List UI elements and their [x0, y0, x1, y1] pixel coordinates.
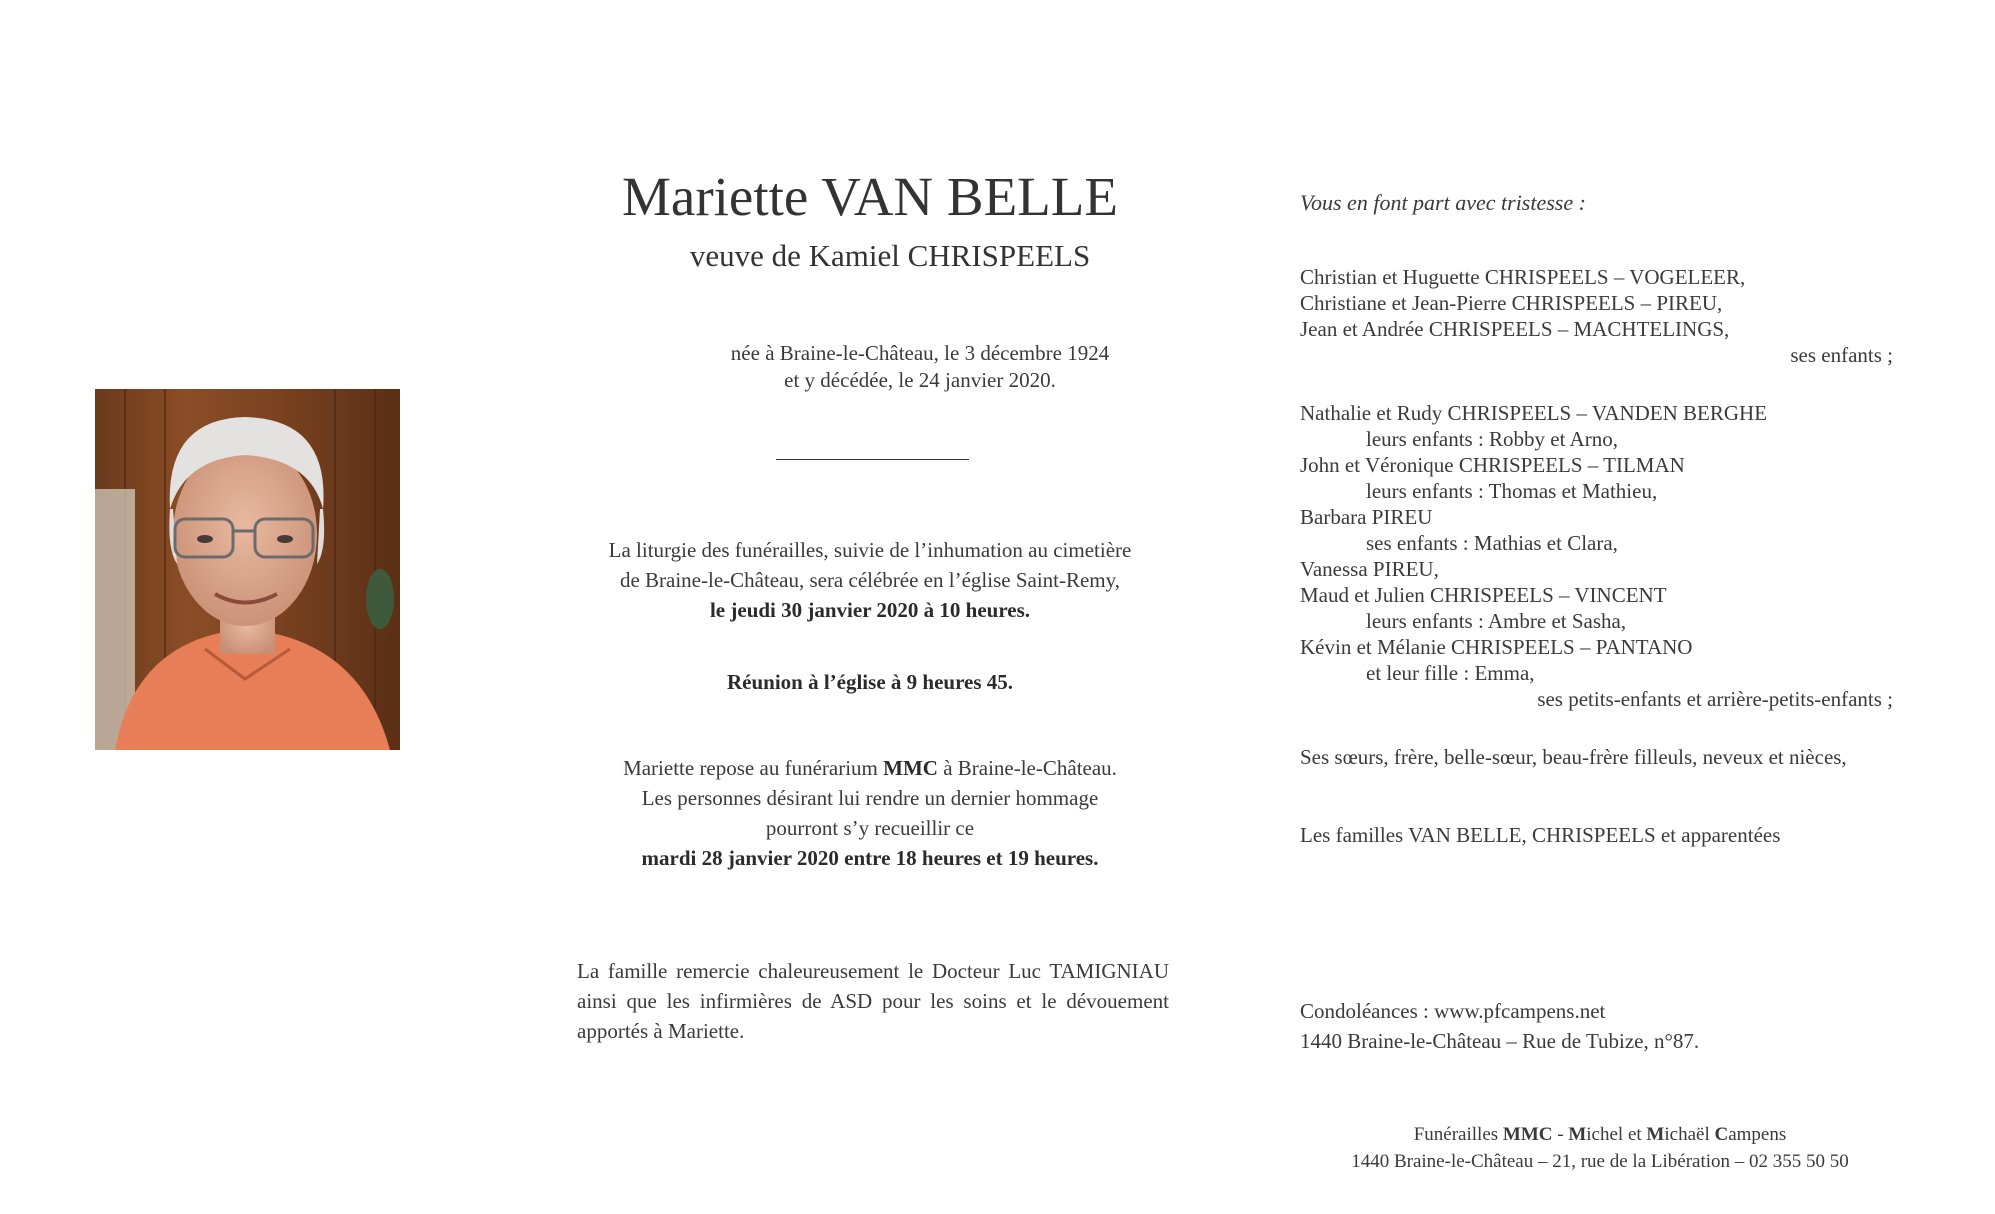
child-line: Christiane et Jean-Pierre CHRISPEELS – PIREU, [1300, 291, 1723, 315]
portrait-photo [95, 389, 400, 750]
condolences-website: Condoléances : www.pfcampens.net [1300, 999, 1606, 1023]
families-line: Les familles VAN BELLE, CHRISPEELS et apparentées [1300, 823, 1781, 847]
footer-initial: M [1646, 1124, 1665, 1145]
died-line: et y décédée, le 24 janvier 2020. [784, 368, 1056, 392]
visitation-line-1-post: à Braine-le-Château. [937, 756, 1117, 780]
family-line: John et Véronique CHRISPEELS – TILMAN [1300, 453, 1685, 477]
visitation-line-2: Les personnes désirant lui rendre un dernier hommage [641, 786, 1099, 810]
footer-name-part: ichel et [1586, 1124, 1647, 1145]
footer-name-part: ampens [1728, 1124, 1787, 1145]
grandchildren-line: leurs enfants : Robby et Arno, [1366, 427, 1618, 451]
family-line: Kévin et Mélanie CHRISPEELS – PANTANO [1300, 635, 1693, 659]
grandchildren-list [1300, 400, 1893, 712]
funeral-details [570, 535, 1170, 625]
funeral-home-footer [1290, 1121, 1910, 1175]
funeral-home-name: MMC [883, 756, 938, 780]
birth-death-dates [560, 340, 1220, 394]
footer-initial: C [1714, 1124, 1729, 1145]
visitation-line-3: pourront s’y recueillir ce [765, 816, 975, 840]
family-line: Maud et Julien CHRISPEELS – VINCENT [1300, 583, 1667, 607]
visitation-line-1-pre: Mariette repose au funérarium [623, 756, 884, 780]
footer-prefix: Funérailles [1413, 1124, 1503, 1145]
divider [776, 459, 969, 460]
footer-address: 1440 Braine-le-Château – 21, rue de la Libération – 02 355 50 50 [1351, 1151, 1849, 1172]
footer-name-part: ichaël [1664, 1124, 1715, 1145]
grandchildren-line: leurs enfants : Ambre et Sasha, [1366, 609, 1627, 633]
footer-initial: M [1568, 1124, 1587, 1145]
widow-of: veuve de Kamiel CHRISPEELS [689, 238, 1091, 273]
family-line: Nathalie et Rudy CHRISPEELS – VANDEN BERGHE [1300, 401, 1768, 425]
condolences-address: 1440 Braine-le-Château – Rue de Tubize, n°87. [1300, 1029, 1700, 1053]
siblings-line: Ses sœurs, frère, belle-sœur, beau-frère filleuls, neveux et nièces, [1300, 745, 1847, 769]
family-line: Vanessa PIREU, [1300, 557, 1439, 581]
grandchildren-line: leurs enfants : Thomas et Mathieu, [1366, 479, 1658, 503]
footer-brand: MMC [1502, 1124, 1553, 1145]
grandchildren-line: et leur fille : Emma, [1366, 661, 1535, 685]
grandchildren-tag: ses petits-enfants et arrière-petits-enfants ; [1537, 687, 1893, 711]
family-intro: Vous en font part avec tristesse : [1300, 190, 1586, 215]
child-line: Christian et Huguette CHRISPEELS – VOGELEER, [1300, 265, 1746, 289]
footer-line-1 [1290, 1121, 1910, 1148]
born-line: née à Braine-le-Château, le 3 décembre 1924 [730, 341, 1110, 365]
children-list [1300, 264, 1893, 368]
funeral-line-2: de Braine-le-Château, sera célébrée en l’église Saint-Remy, [619, 568, 1121, 592]
deceased-name: Mariette VAN BELLE [622, 166, 1118, 227]
visitation-line-1 [570, 753, 1170, 783]
thanks-paragraph: La famille remercie chaleureusement le Docteur Luc TAMIGNIAU ainsi que les infirmières de ASD pour les soins et le dévouement apportés à Mariette. [577, 959, 1169, 1043]
children-tag: ses enfants ; [1790, 343, 1893, 367]
church-meeting: Réunion à l’église à 9 heures 45. [726, 670, 1014, 694]
condolences [1300, 996, 1699, 1056]
family-line: Barbara PIREU [1300, 505, 1433, 529]
funeral-line-1: La liturgie des funérailles, suivie de l’inhumation au cimetière [608, 538, 1132, 562]
visitation-details [570, 753, 1170, 873]
footer-separator: - [1552, 1124, 1569, 1145]
grandchildren-line: ses enfants : Mathias et Clara, [1366, 531, 1618, 555]
child-line: Jean et Andrée CHRISPEELS – MACHTELINGS, [1300, 317, 1730, 341]
funeral-date: le jeudi 30 janvier 2020 à 10 heures. [709, 598, 1031, 622]
visitation-date: mardi 28 janvier 2020 entre 18 heures et 19 heures. [641, 846, 1099, 870]
